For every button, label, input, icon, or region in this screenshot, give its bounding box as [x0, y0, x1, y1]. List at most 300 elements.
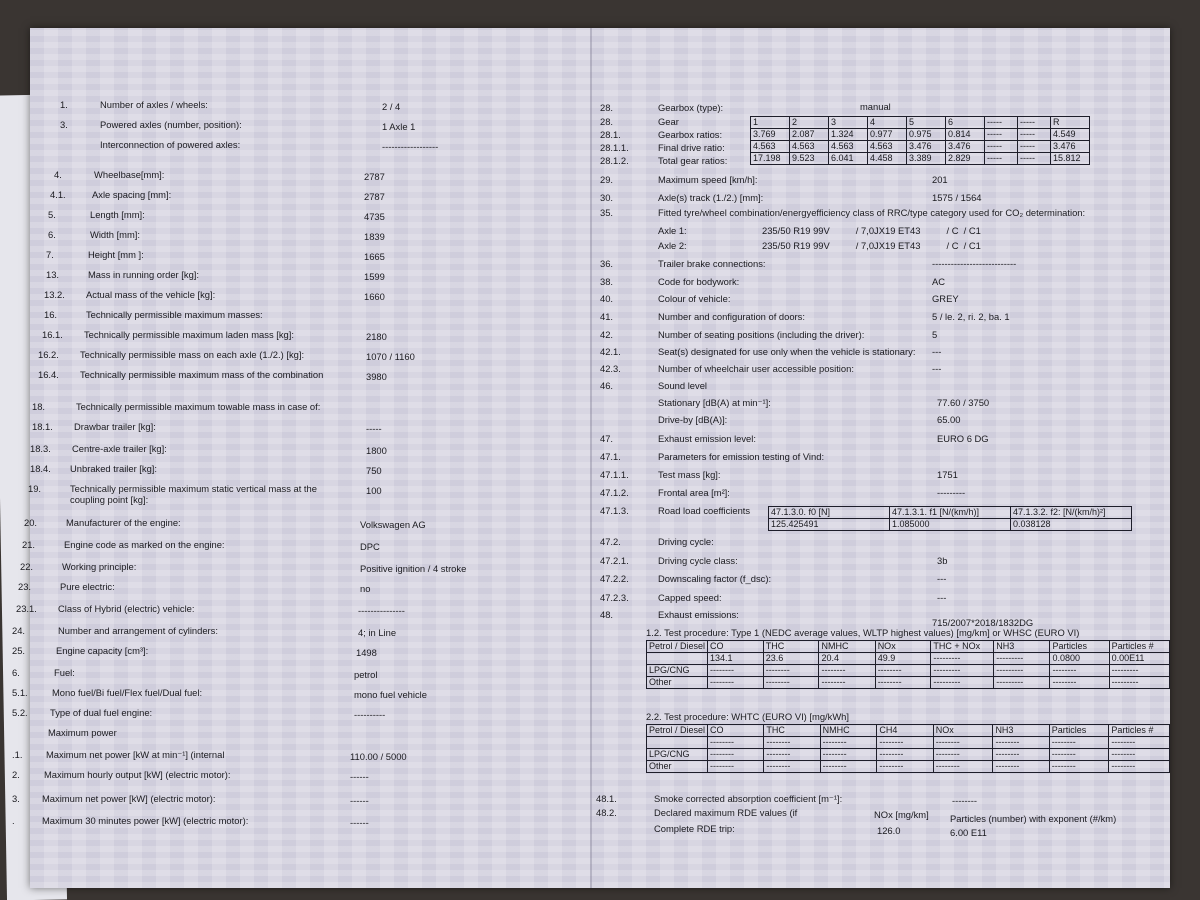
row-number: 47.1. [600, 451, 621, 462]
row-number: 22. [20, 561, 34, 572]
road-load-header-row [769, 507, 1132, 519]
field-value: ---------- [354, 709, 386, 720]
emission-cell: -------- [1109, 737, 1170, 749]
field-label: Type of dual fuel engine: [50, 707, 153, 718]
row-number: 28. [600, 116, 614, 127]
road-load-value: 125.425491 [769, 519, 890, 531]
emission-cell: -------- [993, 737, 1049, 749]
field-value: no [360, 583, 371, 594]
field-label: Actual mass of the vehicle [kg]: [86, 289, 216, 300]
field-label: Test mass [kg]: [658, 469, 721, 480]
field-label: Mass in running order [kg]: [88, 269, 199, 280]
field-value: ----- [366, 423, 382, 434]
gear-cell: 4.458 [868, 153, 907, 165]
road-load-header: 47.1.3.1. f1 [N/(km/h)] [890, 507, 1011, 519]
field-label: Number of wheelchair user accessible position: [658, 363, 854, 374]
field-value: DPC [360, 541, 380, 552]
field-value: ------------------ [382, 141, 439, 152]
row-number: 40. [600, 293, 614, 304]
gear-cell: 2.829 [946, 153, 985, 165]
emission-cell: --------- [994, 653, 1050, 665]
row-number: 47.2.2. [600, 573, 629, 584]
rde-nox-header: NOx [mg/km] [874, 809, 929, 820]
field-value: 100 [366, 485, 382, 496]
field-value: 750 [366, 465, 382, 476]
gear-cell: 4.563 [751, 141, 790, 153]
gear-cell: 0.977 [868, 129, 907, 141]
column-header: NMHC [819, 641, 875, 653]
emission-cell: -------- [877, 761, 933, 773]
gear-cell: ----- [1018, 141, 1051, 153]
row-number: . [12, 815, 15, 826]
field-value: GREY [932, 293, 959, 304]
field-label: Number of axles / wheels: [100, 99, 208, 110]
emission-cell: -------- [708, 737, 764, 749]
column-header: Particles [1049, 725, 1109, 737]
emission-row [647, 665, 1170, 677]
row-number: 28. [600, 102, 614, 113]
gear-cell: 3.769 [751, 129, 790, 141]
gear-cell: 4.563 [790, 141, 829, 153]
row-number: 42.3. [600, 363, 621, 374]
row-number: 2. [12, 769, 20, 780]
gear-cell: ----- [1018, 153, 1051, 165]
emission-cell: -------- [1049, 749, 1109, 761]
emission-cell: -------- [1049, 737, 1109, 749]
field-value: 5 [932, 329, 938, 340]
row-number: 4.1. [50, 189, 66, 200]
gear-cell: 4 [868, 117, 907, 129]
field-label: Gearbox ratios: [658, 129, 723, 140]
field-label: Axle spacing [mm]: [92, 189, 172, 200]
emission-cell [647, 653, 708, 665]
right-column [592, 28, 1170, 888]
gear-cell: ----- [985, 141, 1018, 153]
field-value: 110.00 / 5000 [350, 751, 407, 762]
column-header: CO [708, 725, 764, 737]
header-row [647, 641, 1170, 653]
test-whtc-title: 2.2. Test procedure: WHTC (EURO VI) [mg/kWh] [646, 711, 849, 722]
gear-cell: ----- [1018, 129, 1051, 141]
test-type1-title: 1.2. Test procedure: Type 1 (NEDC average values, WLTP highest values) [mg/km] or WHSC (EURO VI) [646, 627, 1080, 638]
field-value: --------------- [358, 605, 405, 616]
gear-ratio-table [750, 116, 1090, 165]
emission-cell: --------- [1109, 677, 1169, 689]
field-label: Length [mm]: [90, 209, 145, 220]
emission-cell: -------- [933, 737, 993, 749]
field-value: --------- [937, 487, 966, 498]
field-value: 1660 [364, 291, 385, 302]
field-label: Stationary [dB(A) at min⁻¹]: [658, 397, 771, 408]
gear-cell: 1 [751, 117, 790, 129]
field-value: 5 / le. 2, ri. 2, ba. 1 [932, 311, 1010, 322]
field-value: 3980 [366, 371, 387, 382]
field-label: Exhaust emissions: [658, 609, 739, 620]
field-label: Powered axles (number, position): [100, 119, 242, 130]
field-label: Gearbox (type): [658, 102, 724, 113]
emission-cell [647, 737, 708, 749]
field-label: Parameters for emission testing of Vind: [658, 451, 825, 462]
field-value: 715/2007*2018/1832DG [932, 617, 1034, 628]
gear-cell: 2 [790, 117, 829, 129]
field-value: 1839 [364, 231, 385, 242]
emission-cell: -------- [1109, 749, 1170, 761]
field-label: Seat(s) designated for use only when the vehicle is stationary: [658, 346, 916, 357]
emission-cell: -------- [763, 665, 819, 677]
field-label: Technically permissible maximum towable mass in case of: [76, 401, 321, 412]
field-label: Colour of vehicle: [658, 293, 731, 304]
emission-cell: --------- [1109, 665, 1169, 677]
column-header: NOx [875, 641, 931, 653]
row-number: 16.2. [38, 349, 59, 360]
row-number: 5.2. [12, 707, 28, 718]
row-number: 47.1.2. [600, 487, 629, 498]
field-value: --- [932, 363, 942, 374]
gear-cell: 9.523 [790, 153, 829, 165]
field-value: Volkswagen AG [360, 519, 426, 530]
column-header: NH3 [993, 725, 1049, 737]
row-number: 13. [46, 269, 60, 280]
left-column [12, 28, 590, 888]
column-header: Particles # [1109, 725, 1170, 737]
emission-cell: Other [647, 677, 708, 689]
row-number: 48. [600, 609, 614, 620]
gear-cell: 4.549 [1051, 129, 1090, 141]
road-load-value: 1.085000 [890, 519, 1011, 531]
row-number: 3. [12, 793, 20, 804]
row-number: 42. [600, 329, 614, 340]
row-number: 21. [22, 539, 36, 550]
gear-cell: 3 [829, 117, 868, 129]
row-number: 41. [600, 311, 614, 322]
column-header: NH3 [994, 641, 1050, 653]
field-label: Wheelbase[mm]: [94, 169, 165, 180]
emission-cell: --------- [931, 665, 994, 677]
row-number: 46. [600, 380, 614, 391]
field-label: Fitted tyre/wheel combination/energyefficiency class of RRC/type category used for CO₂ determination: [658, 207, 1086, 218]
field-value: 2180 [366, 331, 387, 342]
field-label: Sound level [658, 380, 707, 391]
emission-cell: LPG/CNG [647, 665, 708, 677]
test-whtc-table [646, 724, 1170, 773]
document-sheet [12, 28, 1170, 888]
row-number: 47.2. [600, 536, 621, 547]
field-label: Maximum net power [kW at min⁻¹] (internal [46, 749, 225, 760]
row-number: 25. [12, 645, 26, 656]
emission-cell: -------- [1050, 677, 1109, 689]
column-header: Petrol / Diesel [647, 641, 708, 653]
row-number: 5. [48, 209, 56, 220]
gear-cell: 0.975 [907, 129, 946, 141]
gear-cell: 17.198 [751, 153, 790, 165]
gear-cell: 6 [946, 117, 985, 129]
gear-cell: R [1051, 117, 1090, 129]
header-row [647, 725, 1170, 737]
emission-cell: 23.6 [763, 653, 819, 665]
field-label: Maximum net power [kW] (electric motor): [42, 793, 216, 804]
column-header: THC [764, 725, 820, 737]
emission-cell: -------- [993, 749, 1049, 761]
column-header: Petrol / Diesel [647, 725, 708, 737]
gear-cell: 5 [907, 117, 946, 129]
emission-cell: -------- [875, 677, 931, 689]
column-header: Particles # [1109, 641, 1169, 653]
field-label: Mono fuel/Bi fuel/Flex fuel/Dual fuel: [52, 687, 203, 698]
field-value: 1665 [364, 251, 385, 262]
field-label: Interconnection of powered axles: [100, 139, 241, 150]
gear-cell: 1.324 [829, 129, 868, 141]
field-label: Driving cycle class: [658, 555, 738, 566]
row-number: 4. [54, 169, 62, 180]
emission-cell: -------- [819, 677, 875, 689]
row-number: 18. [32, 401, 46, 412]
field-label: Technically permissible maximum static vertical mass at the [70, 483, 317, 494]
emission-cell: 134.1 [708, 653, 764, 665]
field-label: Total gear ratios: [658, 155, 728, 166]
row-number: 6. [12, 667, 20, 678]
gear-cell: 3.476 [946, 141, 985, 153]
row-number: 7. [46, 249, 54, 260]
field-value: 235/50 R19 99V / 7,0JX19 ET43 / C / C1 [762, 225, 981, 236]
field-label: Axle(s) track (1./2.) [mm]: [658, 192, 764, 203]
field-label: Capped speed: [658, 592, 722, 603]
emission-cell: 0.0800 [1050, 653, 1109, 665]
emission-cell: -------- [764, 749, 820, 761]
field-value: --------------------------- [932, 258, 1017, 269]
row-number: 13.2. [44, 289, 65, 300]
gear-cell: 3.476 [1051, 141, 1090, 153]
field-label: Pure electric: [60, 581, 115, 592]
row-number: 35. [600, 207, 614, 218]
gear-cell: 2.087 [790, 129, 829, 141]
field-label: Downscaling factor (f_dsc): [658, 573, 772, 584]
field-value: 1751 [937, 469, 958, 480]
row-number: 30. [600, 192, 614, 203]
field-label: Axle 2: [658, 240, 687, 251]
column-header: NOx [933, 725, 993, 737]
field-value: manual [860, 101, 891, 112]
road-load-header: 47.1.3.2. f2: [N/(km/h)²] [1011, 507, 1132, 519]
emission-row [647, 737, 1170, 749]
row-number: 47.1.1. [600, 469, 629, 480]
field-value: 1498 [356, 647, 377, 658]
gear-cell: ----- [1018, 117, 1051, 129]
emission-cell: --------- [931, 653, 994, 665]
field-value: 2787 [364, 191, 385, 202]
field-label: Height [mm ]: [88, 249, 144, 260]
field-label: Axle 1: [658, 225, 687, 236]
row-number: 6. [48, 229, 56, 240]
field-label: Complete RDE trip: [654, 823, 735, 834]
field-value: 1599 [364, 271, 385, 282]
field-value: --- [937, 573, 947, 584]
field-label: Maximum power [48, 727, 117, 738]
row-number: 1. [60, 99, 68, 110]
gear-cell: ----- [985, 153, 1018, 165]
gear-cell: 3.476 [907, 141, 946, 153]
field-label: Drive-by [dB(A)]: [658, 414, 728, 425]
field-label: Manufacturer of the engine: [66, 517, 181, 528]
field-label: Road load coefficients [658, 505, 751, 516]
emission-cell: Other [647, 761, 708, 773]
emission-cell: -------- [820, 737, 877, 749]
emission-cell: -------- [764, 737, 820, 749]
emission-row [647, 761, 1170, 773]
field-label: Engine code as marked on the engine: [64, 539, 225, 550]
row-number: 47. [600, 433, 614, 444]
field-label: Declared maximum RDE values (if [654, 807, 798, 818]
field-label: Working principle: [62, 561, 137, 572]
field-value: 1 Axle 1 [382, 121, 416, 132]
row-number: 16. [44, 309, 58, 320]
row-number: 23. [18, 581, 32, 592]
row-number: 36. [600, 258, 614, 269]
field-label: Class of Hybrid (electric) vehicle: [58, 603, 195, 614]
field-label: Unbraked trailer [kg]: [70, 463, 158, 474]
row-number: 3. [60, 119, 68, 130]
emission-cell: -------- [877, 749, 933, 761]
field-label: Maximum 30 minutes power [kW] (electric motor): [42, 815, 249, 826]
field-label: Maximum hourly output [kW] (electric motor): [44, 769, 231, 780]
emission-cell: -------- [708, 749, 764, 761]
field-value: 235/50 R19 99V / 7,0JX19 ET43 / C / C1 [762, 240, 981, 251]
field-value: ------ [350, 817, 369, 828]
road-load-value-row [769, 519, 1132, 531]
field-label: Technically permissible maximum laden mass [kg]: [84, 329, 294, 340]
field-value: -------- [952, 795, 977, 806]
row-number: 28.1. [600, 129, 621, 140]
field-label: Trailer brake connections: [658, 258, 766, 269]
row-number: 48.1. [596, 793, 617, 804]
emission-cell: -------- [993, 761, 1049, 773]
field-value: 3b [937, 555, 948, 566]
field-label: Driving cycle: [658, 536, 714, 547]
row-number: 42.1. [600, 346, 621, 357]
row-number: 16.1. [42, 329, 63, 340]
row-number: 18.4. [30, 463, 51, 474]
row-number: 28.1.2. [600, 155, 629, 166]
row-number: 18.3. [30, 443, 51, 454]
road-load-value: 0.038128 [1011, 519, 1132, 531]
field-label: Number of seating positions (including the driver): [658, 329, 865, 340]
emission-cell: -------- [819, 665, 875, 677]
column-header: THC + NOx [931, 641, 994, 653]
field-label: Drawbar trailer [kg]: [74, 421, 156, 432]
emission-cell: -------- [820, 761, 877, 773]
field-value: 2787 [364, 171, 385, 182]
field-value: --- [932, 346, 942, 357]
field-value: mono fuel vehicle [354, 689, 427, 700]
rde-pn-value: 6.00 E11 [950, 827, 987, 838]
row-number: 29. [600, 174, 614, 185]
emission-cell: -------- [1109, 761, 1170, 773]
emission-cell: -------- [763, 677, 819, 689]
emission-cell: -------- [708, 677, 764, 689]
gear-cell: 3.389 [907, 153, 946, 165]
field-label: Smoke corrected absorption coefficient [m⁻¹]: [654, 793, 843, 804]
emission-cell: -------- [708, 761, 764, 773]
emission-cell: -------- [933, 761, 993, 773]
field-value: 4; in Line [358, 627, 397, 638]
field-label: Technically permissible mass on each axle (1./2.) [kg]: [80, 349, 305, 360]
emission-cell: LPG/CNG [647, 749, 708, 761]
field-label: Width [mm]: [90, 229, 141, 240]
field-value: 65.00 [937, 414, 961, 425]
field-label: Engine capacity [cm³]: [56, 645, 149, 656]
row-number: .1. [12, 749, 23, 760]
field-label: Gear [658, 116, 679, 127]
gear-cell: ----- [985, 129, 1018, 141]
emission-row [647, 749, 1170, 761]
gear-row [751, 129, 1090, 141]
field-label: Technically permissible maximum mass of the combination [80, 369, 324, 380]
field-value: 4735 [364, 211, 385, 222]
emission-row [647, 653, 1170, 665]
emission-cell: -------- [764, 761, 820, 773]
emission-cell: -------- [1050, 665, 1109, 677]
row-number: 28.1.1. [600, 142, 629, 153]
emission-cell: -------- [877, 737, 933, 749]
field-value: AC [932, 276, 946, 287]
gear-cell: 4.563 [829, 141, 868, 153]
field-value: 201 [932, 174, 948, 185]
field-value: petrol [354, 669, 378, 680]
field-value: 2 / 4 [382, 101, 401, 112]
emission-cell: -------- [875, 665, 931, 677]
gear-cell: 15.812 [1051, 153, 1090, 165]
field-value: EURO 6 DG [937, 433, 989, 444]
field-value: ------ [350, 771, 369, 782]
rde-nox-value: 126.0 [877, 825, 901, 836]
field-value: 1800 [366, 445, 387, 456]
gear-cell: ----- [985, 117, 1018, 129]
emission-cell: 0.00E11 [1109, 653, 1169, 665]
emission-cell: --------- [931, 677, 994, 689]
row-number: 19. [28, 483, 42, 494]
column-header: Particles [1050, 641, 1109, 653]
field-label: Frontal area [m²]: [658, 487, 730, 498]
field-label: Number and arrangement of cylinders: [58, 625, 218, 636]
row-number: 24. [12, 625, 26, 636]
column-header: NMHC [820, 725, 877, 737]
field-label: Exhaust emission level: [658, 433, 756, 444]
row-number: 47.1.3. [600, 505, 629, 516]
row-number: 16.4. [38, 369, 59, 380]
emission-cell: -------- [820, 749, 877, 761]
field-label: Centre-axle trailer [kg]: [72, 443, 167, 454]
column-header: CH4 [877, 725, 933, 737]
field-value: 1070 / 1160 [366, 351, 415, 362]
field-value: Positive ignition / 4 stroke [360, 563, 467, 574]
gear-row [751, 153, 1090, 165]
field-label: Technically permissible maximum masses: [86, 309, 263, 320]
row-number: 47.2.1. [600, 555, 629, 566]
gear-row [751, 141, 1090, 153]
field-label: Maximum speed [km/h]: [658, 174, 758, 185]
field-value: ------ [350, 795, 369, 806]
test-type1-table [646, 640, 1170, 689]
road-load-table [768, 506, 1132, 531]
row-number: 5.1. [12, 687, 28, 698]
field-value: 77.60 / 3750 [937, 397, 990, 408]
field-value: --- [937, 592, 947, 603]
row-number: 20. [24, 517, 38, 528]
row-number: 48.2. [596, 807, 617, 818]
rde-pn-header: Particles (number) with exponent (#/km) [950, 813, 1117, 824]
field-label: Number and configuration of doors: [658, 311, 805, 322]
gear-row [751, 117, 1090, 129]
row-number: 23.1. [16, 603, 37, 614]
